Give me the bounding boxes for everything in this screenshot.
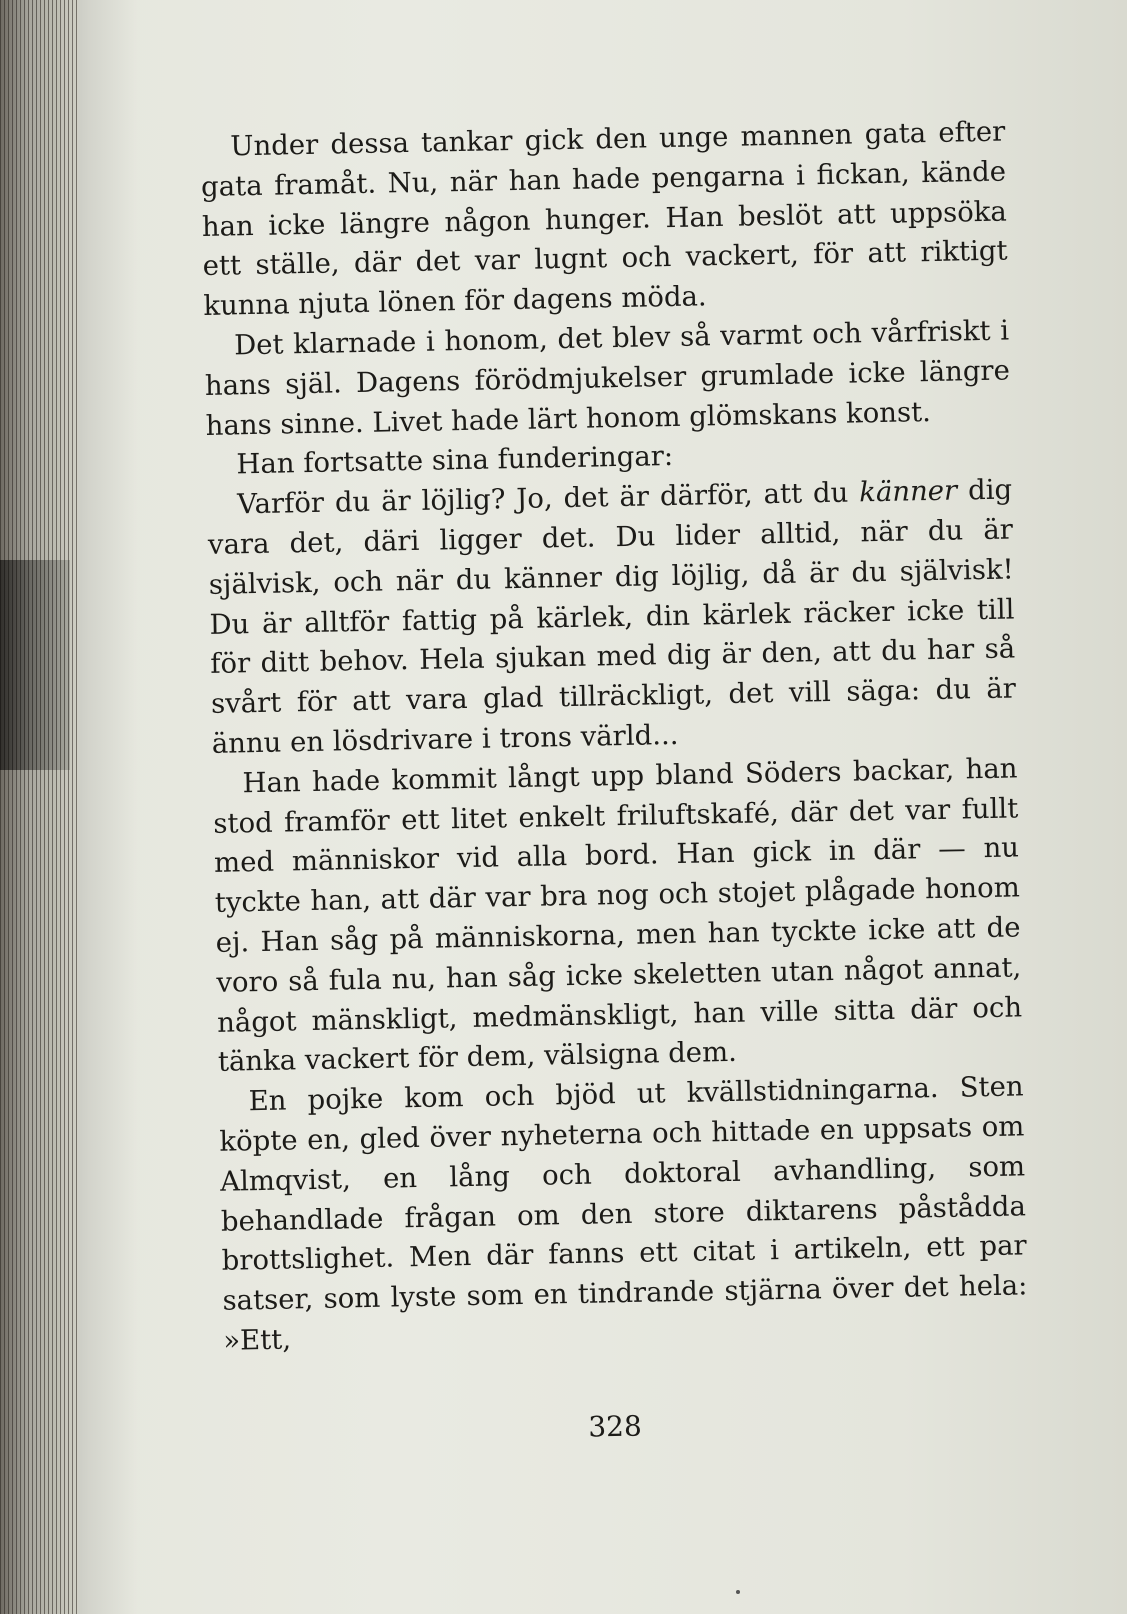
page-edges: [0, 0, 78, 1614]
paragraph-text: dig vara det, däri ligger det. Du lider alltid, när du är självisk, och när du känner dig löjlig, då är du självisk! Du är alltför fattig på kärlek, din kärlek räcker icke till för ditt behov. Hela sjukan med dig är den, att du har så svårt för att vara glad tillräckligt, det vill säga: du är ännu en lösdrivare i trons värld...: [207, 473, 1017, 760]
paper-speck: [736, 1590, 740, 1594]
paragraph: Under dessa tankar gick den unge mannen gata efter gata framåt. Nu, när han hade pengarna i fickan, kände han icke längre någon hunger. Han beslöt att uppsöka ett ställe, där det var lugnt och vackert, för att riktigt kunna njuta lönen för dagens möda.: [200, 115, 1008, 323]
paragraph: En pojke kom och bjöd ut kvällstidningarna. Sten köpte en, gled över nyheterna och hittade en uppsats om Almqvist, en lång och doktoral avhandling, som behandlade frågan om den store diktarens påstådda brottslighet. Men där fanns ett citat i artikeln, ett par satser, som lyste som en tindrande stjärna över det hela: »Ett,: [219, 1070, 1028, 1357]
emphasized-word: känner: [858, 474, 958, 509]
page-edge-shadow: [0, 560, 70, 770]
paragraph: Han fortsatte sina funderingar:: [236, 440, 674, 481]
paragraph-text: Varför du är löjlig? Jo, det är därför, att du: [236, 476, 860, 521]
gutter-shadow: [78, 0, 138, 1614]
paragraph: Det klarnade i honom, det blev så varmt och vårfriskt i hans själ. Dagens förödmjukelser grumlade icke längre hans sinne. Livet hade lärt honom glömskans konst.: [204, 314, 1011, 442]
page-number: 328: [587, 1409, 643, 1444]
paragraph: Han hade kommit långt upp bland Söders backar, han stod framför ett litet enkelt friluftskafé, där det var fullt med människor vid alla bord. Han gick in där — nu tyckte han, att där var bra nog och stojet plågade honom ej. Han såg på människorna, men han tyckte icke att de voro så fula nu, han såg icke skeletten utan något annat, något mänskligt, medmänskligt, han ville sitta där och tänka vackert för dem, välsigna dem.: [213, 752, 1023, 1079]
paragraph-with-emphasis: [207, 471, 1017, 765]
body-text: [200, 113, 1029, 1362]
